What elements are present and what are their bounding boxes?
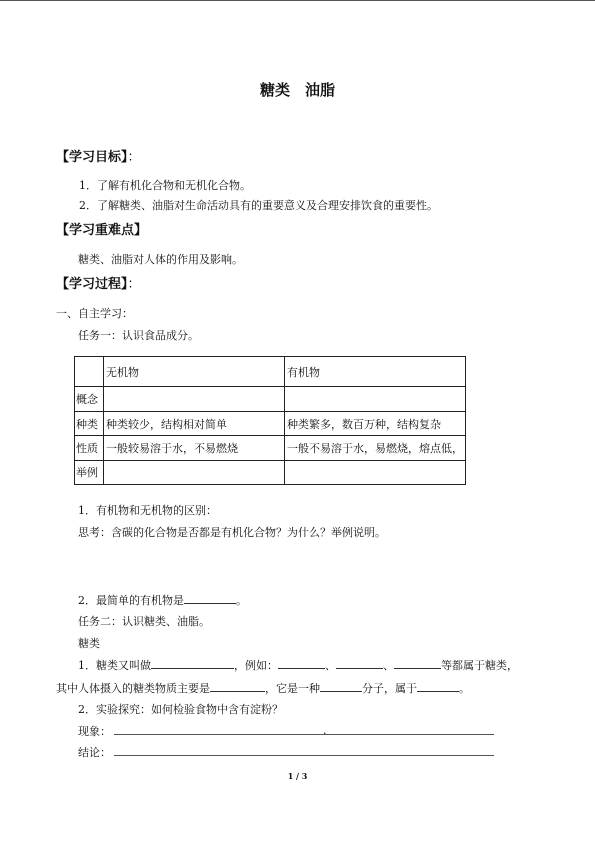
key-points-heading: 【学习重难点】 (56, 223, 148, 238)
question-simplest-organic: 2．最简单的有机物是 。 (78, 594, 247, 607)
table-cell: 一般不易溶于水，易燃烧，熔点低， (285, 436, 466, 460)
experiment-question: 2．实验探究：如何检验食物中含有淀粉？ (78, 703, 283, 716)
table-cell (285, 387, 466, 411)
table-cell (285, 460, 466, 484)
goal-item-1: 1．了解有机化合物和无机化合物。 (79, 179, 251, 192)
answer-blank[interactable] (151, 657, 234, 669)
table-cell (104, 460, 285, 484)
table-header-cell: 无机物 (104, 357, 285, 387)
table-cell: 种类繁多，数百万种，结构复杂 (285, 411, 466, 435)
answer-blank[interactable] (336, 657, 383, 669)
table-cell: 举例 (75, 460, 104, 484)
key-points-text: 糖类、油脂对人体的作用及影响。 (78, 253, 243, 266)
answer-blank[interactable] (184, 592, 236, 604)
table-header-cell (75, 357, 104, 387)
table-cell: 概念 (75, 387, 104, 411)
question-organic-vs-inorganic: 1．有机物和无机物的区别： (78, 504, 217, 517)
conclusion-answer-line[interactable] (114, 755, 494, 756)
phenomenon-answer-line[interactable] (114, 734, 494, 735)
table-header-row (75, 357, 466, 387)
answer-blank[interactable] (278, 657, 325, 669)
page-number: 1 / 3 (287, 771, 308, 781)
self-study-label: 一、自主学习： (56, 307, 133, 320)
sugar-question-line-1: 1．糖类又叫做 ，例如： 、 、 等都属于糖类， (78, 659, 518, 672)
table-row (75, 387, 466, 411)
table-header-cell: 有机物 (285, 357, 466, 387)
table-cell: 种类较少，结构相对简单 (104, 411, 285, 435)
goal-item-2: 2．了解糖类、油脂对生命活动具有的重要意义及合理安排饮食的重要性。 (79, 199, 438, 212)
learning-goals-heading: 【学习目标】： (56, 150, 141, 165)
page-title: 糖类 油脂 (259, 81, 335, 99)
task2-label: 任务二：认识糖类、油脂。 (78, 615, 210, 628)
sugar-label: 糖类 (78, 637, 100, 650)
learning-process-heading: 【学习过程】： (56, 277, 141, 292)
table-cell: 一般较易溶于水，不易燃烧 (104, 436, 285, 460)
stray-dot: . (323, 724, 327, 737)
task1-label: 任务一：认识食品成分。 (78, 329, 199, 342)
table-row (75, 436, 466, 460)
table-row (75, 411, 466, 435)
table-cell (104, 387, 285, 411)
sugar-question-line-2: 其中人体摄入的糖类物质主要是 ，它是一种 分子，属于 。 (56, 682, 470, 695)
phenomenon-label: 现象： (78, 725, 111, 738)
conclusion-label: 结论： (78, 746, 111, 759)
answer-blank[interactable] (210, 680, 265, 692)
answer-blank[interactable] (417, 680, 459, 692)
answer-blank[interactable] (394, 657, 441, 669)
composition-table (74, 356, 466, 485)
table-row (75, 460, 466, 484)
page-top-rule (0, 0, 595, 1)
table-cell: 性质 (75, 436, 104, 460)
table-cell: 种类 (75, 411, 104, 435)
think-question: 思考：含碳的化合物是否都是有机化合物？为什么？举例说明。 (78, 526, 386, 539)
answer-blank[interactable] (320, 680, 362, 692)
